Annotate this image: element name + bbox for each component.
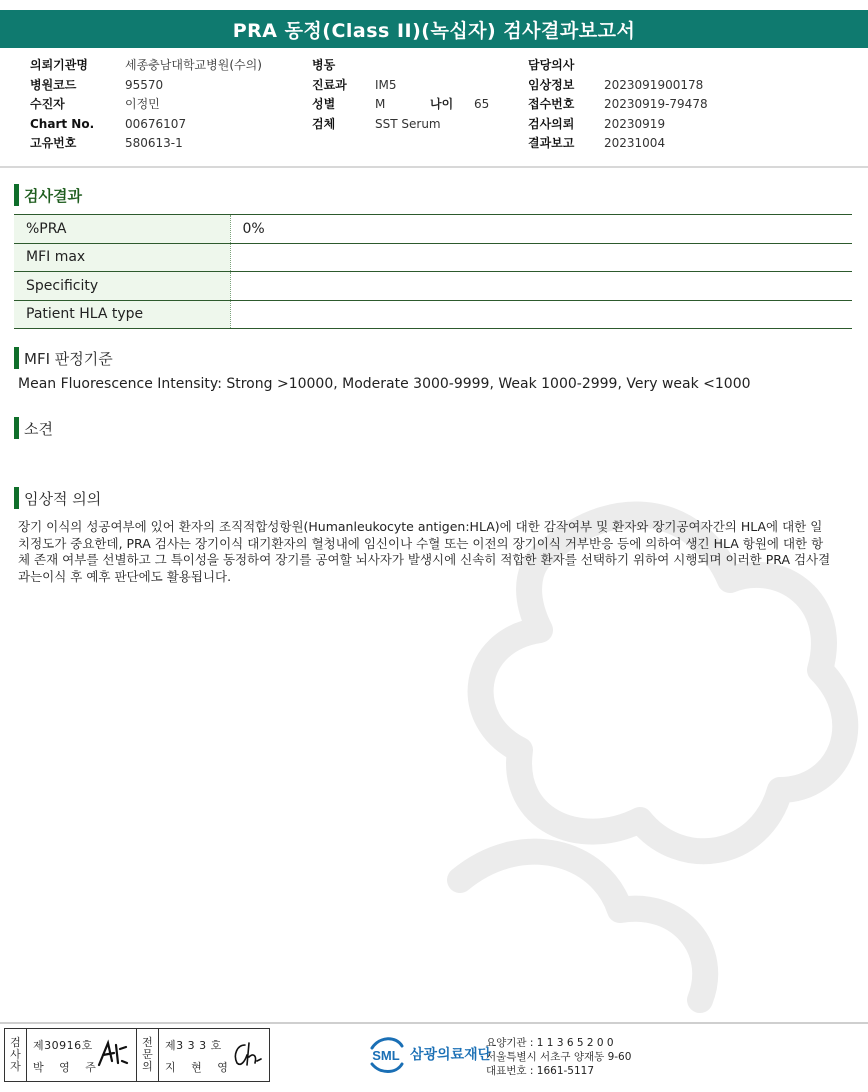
info-row-request-date: 검사의뢰 20230919 [528,116,666,131]
result-key: MFI max [14,243,230,272]
info-row-patient-name: 수진자 이정민 [30,97,160,111]
result-key: %PRA [14,215,230,244]
age-value: 65 [474,97,490,111]
examiner-name: 박 영 주 [33,1061,102,1074]
section-bar-icon [14,347,19,369]
result-table [14,214,852,329]
reviewer-label: 전 문 의 [137,1029,159,1081]
reviewer-signature-icon [229,1039,263,1069]
examiner-cell [27,1029,137,1081]
table-row [14,243,852,272]
org-code: 요양기관 : 1 1 3 6 5 2 0 0 [486,1037,614,1049]
info-row-physician: 담당의사 [528,58,575,72]
logo-mark-text: SML [372,1048,400,1063]
header-divider [0,166,868,168]
info-row-unique-id: 고유번호 580613-1 [30,136,183,150]
info-row-report-date: 결과보고 20231004 [528,136,666,150]
org-phone: 대표번호 : 1661-5117 [486,1065,595,1077]
info-row-receipt-no: 접수번호 20230919-79478 [528,97,708,111]
section-opinion-heading: 소견 [14,417,53,439]
examiner-label: 검 사 자 [5,1029,27,1081]
logo-name: 삼광의료재단 [410,1047,492,1063]
reviewer-name: 지 현 영 [165,1061,234,1074]
info-middle-column [312,56,490,134]
examiner-signature-icon [96,1039,130,1069]
mfi-criteria-text: Mean Fluorescence Intensity: Strong >10000, Moderate 3000-9999, Weak 1000-2999, Very weak <1000 [18,376,751,392]
section-bar-icon [14,184,19,206]
age-label: 나이 [430,97,454,111]
sml-logo-icon [366,1034,406,1074]
table-row [14,272,852,301]
section-mfi-heading: MFI 판정기준 [14,347,113,369]
table-row [14,215,852,244]
sml-logo [366,1034,491,1074]
signature-box [4,1028,270,1082]
section-result-heading: 검사결과 [14,184,82,206]
info-row-department: 진료과 IM5 [312,77,397,92]
reviewer-license: 제3 3 3 호 [165,1039,222,1052]
result-value [230,300,852,329]
info-row-ward: 병동 [312,58,336,72]
info-left-column [30,56,262,154]
info-right-column [528,56,708,154]
info-row-institution: 의뢰기관명 세종충남대학교병원(수의) [30,58,262,72]
org-address: 서울특별시 서초구 양재동 9-60 [486,1051,632,1063]
organization-info [486,1036,631,1078]
result-key: Specificity [14,272,230,301]
section-clinical-heading: 임상적 의의 [14,487,101,509]
section-bar-icon [14,487,19,509]
report-title: PRA 동정(Class II)(녹십자) 검사결과보고서 [0,10,868,48]
info-row-clinical-info: 임상정보 2023091900178 [528,77,704,92]
info-row-chart-no: Chart No. 00676107 [30,116,187,131]
info-row-sex-age: 성별 M 나이 65 [312,95,441,115]
table-row [14,300,852,329]
section-bar-icon [14,417,19,439]
result-value [230,243,852,272]
result-value [230,272,852,301]
examiner-license: 제30916호 [33,1039,93,1052]
info-row-hospital-code: 병원코드 95570 [30,77,164,92]
result-key: Patient HLA type [14,300,230,329]
result-value: 0% [230,215,852,244]
info-row-specimen: 검체 SST Serum [312,116,441,131]
reviewer-cell [159,1029,269,1081]
footer-divider [0,1022,868,1024]
clinical-significance-text: 장기 이식의 성공여부에 있어 환자의 조직적합성항원(Humanleukocyte antigen:HLA)에 대한 감작여부 및 환자와 장기공여자간의 HLA에 대한 일치정도가 중요한데, PRA 검사는 장기이식 대기환자의 혈청내에 임신이나 수혈 또는 이전의 장기이식 거부반응 등에 의하여 생긴 HLA 항원에 대한 항체 존재 여부를 선별하고 그 특이성을 동정하여 장기를 공여할 뇌사자가 발생시에 신속히 적합한 환자를 선택하기 위하여 시행되며 이러한 PRA 검사결과는이식 후 예후 판단에도 활용됩니다. [18,519,831,584]
